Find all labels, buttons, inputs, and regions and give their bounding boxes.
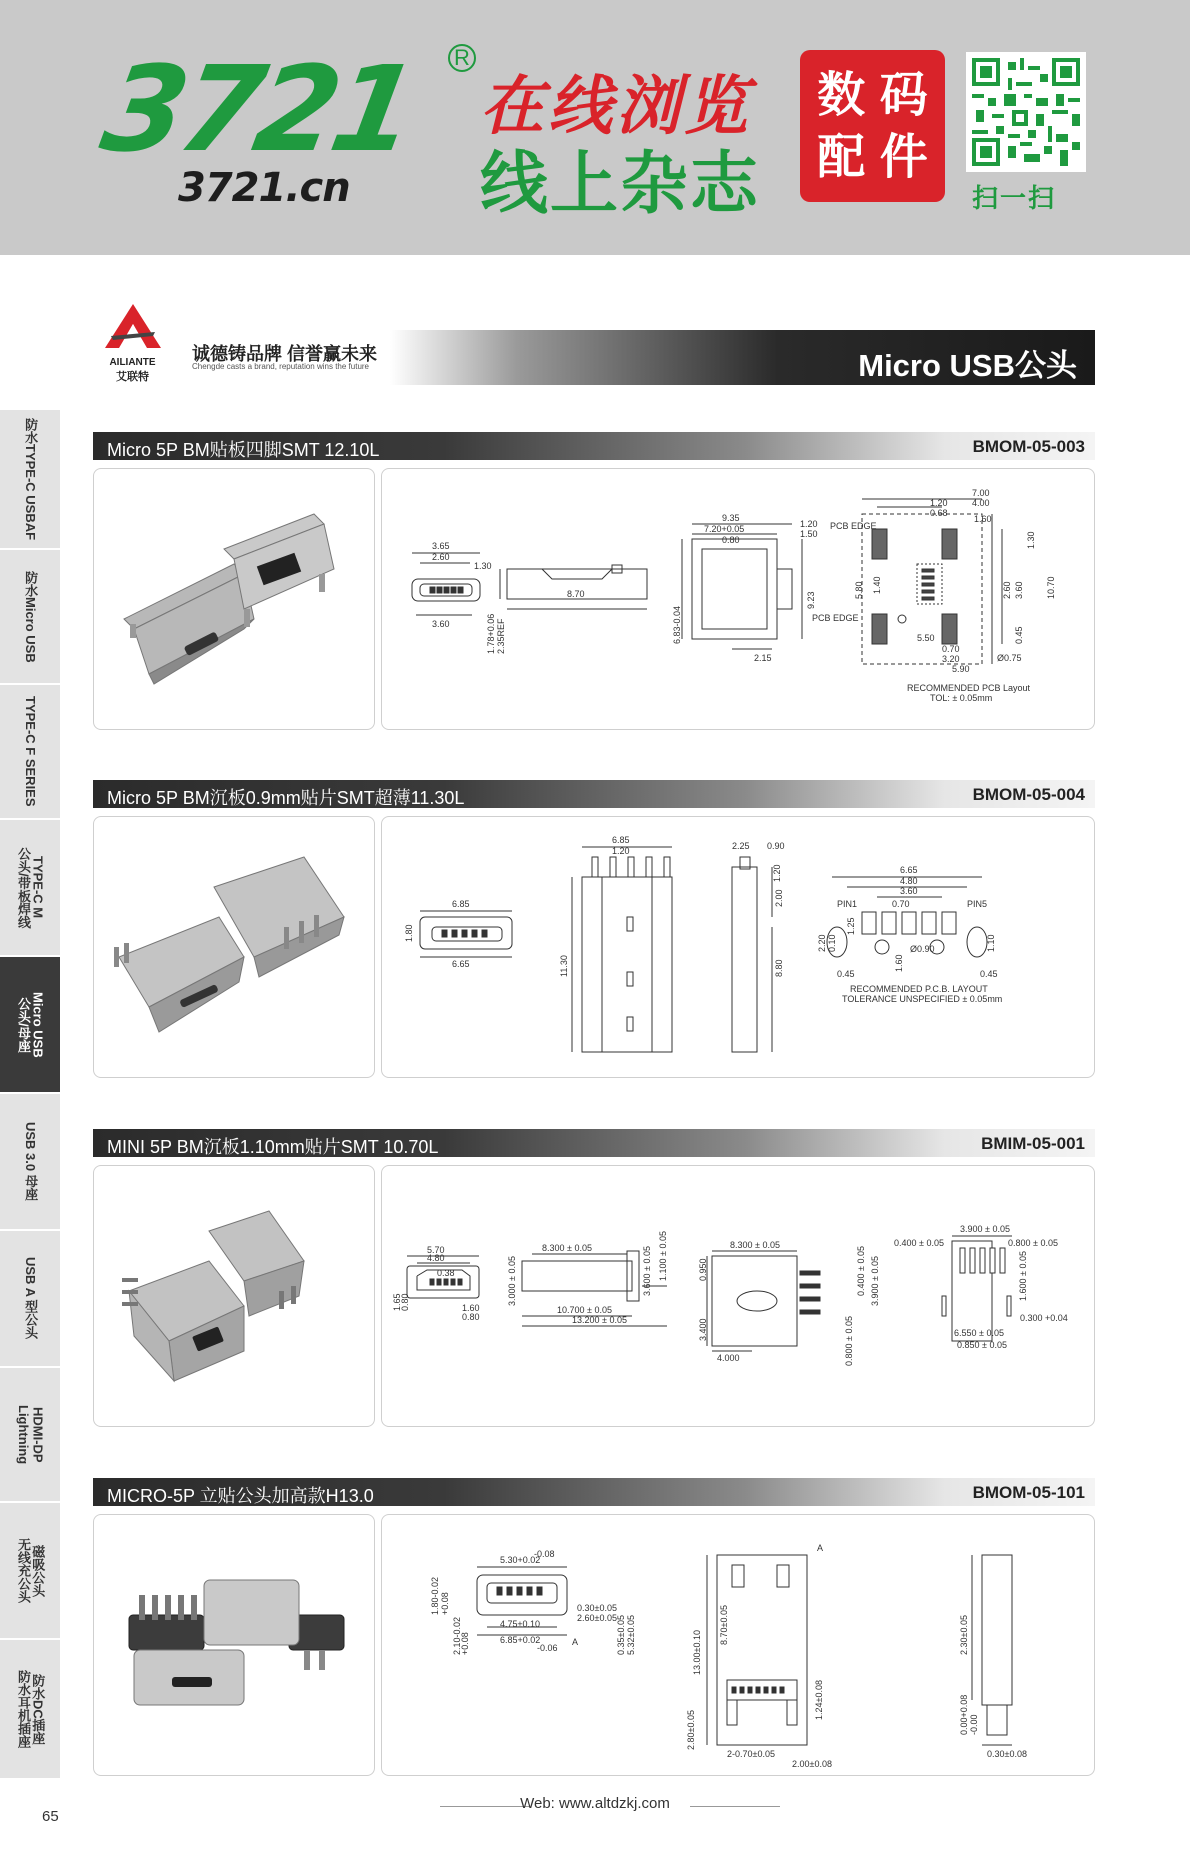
dim-label: 0.400 ± 0.05 — [894, 1238, 944, 1248]
dim-label: 13.00±0.10 — [692, 1630, 702, 1675]
dim-label: +0.08 — [460, 1632, 470, 1655]
product-section — [93, 1129, 1095, 1427]
connector-photo-image — [94, 817, 375, 1078]
dim-label: 3.65 — [432, 541, 450, 551]
side-tab-label: USB 3.0 母座 — [23, 1122, 39, 1201]
section-title: MICRO-5P 立贴公头加高款H13.0 — [107, 1486, 374, 1506]
dim-label: -0.00 — [969, 1714, 979, 1735]
dim-label: 0.68 — [930, 508, 948, 518]
dim-label: 2.60 — [1002, 581, 1012, 599]
dim-label: 0.80 — [462, 1312, 480, 1322]
dim-label: 2.15 — [754, 653, 772, 663]
dim-label: 2.80±0.05 — [686, 1710, 696, 1750]
tolerance-note: TOLERANCE UNSPECIFIED ± 0.05mm — [842, 994, 1003, 1004]
dim-label: 9.35 — [722, 513, 740, 523]
dim-label: 3.20 — [942, 654, 960, 664]
pin-label: PIN1 — [837, 899, 858, 909]
side-tab-usb-a[interactable] — [0, 1231, 60, 1368]
dim-label: Ø0.90 — [910, 944, 935, 954]
side-tab-dc-jack[interactable] — [0, 1640, 60, 1780]
page-number: 65 — [42, 1808, 59, 1825]
dim-label: 3.60 — [432, 619, 450, 629]
dimension-drawing-4 — [382, 1515, 1090, 1776]
banner-slogan-green: 线上杂志 — [480, 145, 761, 224]
qr-code-icon[interactable] — [966, 52, 1086, 172]
dim-label: 1.80 — [404, 924, 414, 942]
dim-label: 0.800 ± 0.05 — [1008, 1238, 1058, 1248]
dim-label: -0.08 — [534, 1549, 555, 1559]
dim-label: 3.600 ± 0.05 — [642, 1246, 652, 1296]
dim-label: 1.50 — [800, 529, 818, 539]
product-code: BMOM-05-101 — [972, 1483, 1085, 1502]
side-tab-label: 防水DC插座 防水耳机插座 — [16, 1670, 46, 1748]
dim-label: 5.70 — [427, 1245, 445, 1255]
dim-label: 0.30±0.08 — [987, 1749, 1027, 1759]
side-tab-label: Micro USB 公头/母座 — [16, 991, 46, 1058]
pcb-edge-label: PCB EDGE — [812, 613, 859, 623]
dim-label: +0.08 — [440, 1592, 450, 1615]
product-section — [93, 432, 1095, 730]
side-tab-hdmi[interactable] — [0, 1368, 60, 1503]
dim-label: 1.80-0.02 — [430, 1576, 440, 1615]
dim-label: 1.30 — [1026, 531, 1036, 549]
product-code: BMOM-05-004 — [972, 785, 1085, 804]
magazine-banner — [0, 0, 1190, 255]
section-marker: A — [817, 1543, 824, 1553]
brand-domain: 3721.cn — [178, 165, 350, 211]
section-title-bar — [93, 432, 1095, 460]
technical-drawing — [381, 1165, 1095, 1427]
side-tab-waterproof-typec[interactable] — [0, 410, 60, 550]
connector-photo-image — [94, 1166, 375, 1427]
dim-label: 0.45 — [1014, 626, 1024, 644]
dim-label: 8.70 — [567, 589, 585, 599]
dim-label: 0.80 — [722, 535, 740, 545]
dim-label: 3.400 — [698, 1318, 708, 1341]
dim-label: 10.700 ± 0.05 — [557, 1305, 612, 1315]
side-tab-waterproof-microusb[interactable] — [0, 550, 60, 685]
technical-drawing — [381, 468, 1095, 730]
dim-label: 0.35±0.05 — [616, 1615, 626, 1655]
side-tab-label: USB A 型公头 — [23, 1257, 39, 1340]
product-code: BMIM-05-001 — [981, 1134, 1085, 1153]
side-tab-label: 防水Micro USB — [23, 570, 39, 663]
connector-photo-image — [94, 1515, 375, 1776]
dim-label: 6.65 — [452, 959, 470, 969]
dim-label: 4.80 — [427, 1253, 445, 1263]
dim-label: 3.60 — [1014, 581, 1024, 599]
dim-label: 6.550 ± 0.05 — [954, 1328, 1004, 1338]
side-tab-label: 磁吸公头 无线充公头 — [16, 1538, 46, 1603]
company-tagline: 诚德铸品牌 信誉赢未来 — [192, 344, 377, 364]
dimension-drawing-3 — [382, 1166, 1090, 1427]
dim-label: 1.65 — [392, 1293, 402, 1311]
dim-label: 1.20 — [772, 864, 782, 882]
dim-label: 5.80 — [854, 581, 864, 599]
dim-label: 0.45 — [980, 969, 998, 979]
dim-label: 1.25 — [846, 917, 856, 935]
dimension-drawing-2 — [382, 817, 1090, 1078]
dim-label: 0.45 — [837, 969, 855, 979]
seal-char: 件 — [879, 129, 928, 185]
dim-label: 4.80 — [900, 876, 918, 886]
category-header-bar — [390, 330, 1095, 385]
dim-label: 4.75±0.10 — [500, 1619, 540, 1629]
dim-label: 0.10 — [827, 934, 837, 952]
dim-label: 7.20+0.05 — [704, 524, 745, 534]
dim-label: 0.800 ± 0.05 — [844, 1316, 854, 1366]
section-title: Micro 5P BM贴板四脚SMT 12.10L — [107, 440, 380, 460]
dim-label: 2.00±0.08 — [792, 1759, 832, 1769]
dim-label: 8.80 — [774, 959, 784, 977]
side-tab-magnetic[interactable] — [0, 1503, 60, 1640]
banner-slogan-red: 在线浏览 — [480, 69, 752, 144]
side-tab-label: TYPE-C F SERIES — [23, 696, 39, 807]
technical-drawing — [381, 816, 1095, 1078]
brand-logo-number: 3721 — [92, 40, 422, 178]
registered-mark: R — [448, 44, 476, 72]
dim-label: 6.83-0.04 — [672, 605, 682, 644]
dim-label: 0.950 — [698, 1258, 708, 1281]
dim-label: 2.25 — [732, 841, 750, 851]
dim-label: 0.80 — [400, 1293, 410, 1311]
technical-drawing — [381, 1514, 1095, 1776]
dim-label: 0.90 — [767, 841, 785, 851]
tolerance-note: TOL: ± 0.05mm — [930, 693, 993, 703]
dim-label: 11.30 — [559, 955, 569, 977]
dim-label: -0.06 — [537, 1643, 558, 1653]
section-title: MINI 5P BM沉板1.10mm贴片SMT 10.70L — [107, 1137, 439, 1157]
dim-label: 9.23 — [806, 591, 816, 609]
dim-label: 0.00+0.08 — [959, 1694, 969, 1735]
dim-label: 6.65 — [900, 865, 918, 875]
category-title: Micro USB公头 — [858, 348, 1077, 383]
dim-label: 5.50 — [917, 633, 935, 643]
qr-code-graphic — [972, 58, 1080, 166]
side-tab-usb30[interactable] — [0, 1094, 60, 1231]
side-tab-label: 防水TYPE-C USBAF — [23, 417, 39, 541]
dim-label: 4.00 — [972, 498, 990, 508]
dim-label: 1.600 ± 0.05 — [1018, 1251, 1028, 1301]
dim-label: 8.300 ± 0.05 — [730, 1240, 780, 1250]
dim-label: 13.200 ± 0.05 — [572, 1315, 627, 1325]
product-photo — [93, 816, 375, 1078]
dim-label: 2.35REF — [496, 618, 506, 654]
section-marker: A — [572, 1637, 579, 1647]
seal-char: 码 — [879, 67, 928, 123]
dim-label: 1.100 ± 0.05 — [658, 1231, 668, 1281]
dim-label: 3.60 — [900, 886, 918, 896]
dim-label: 5.32±0.05 — [626, 1615, 636, 1655]
dim-label: 7.00 — [972, 488, 990, 498]
dim-label: 2.30±0.05 — [959, 1615, 969, 1655]
side-tab-typec-f[interactable] — [0, 685, 60, 820]
dim-label: 3.000 ± 0.05 — [507, 1256, 517, 1306]
dim-label: 1.20 — [612, 846, 630, 856]
logo-text-cn: 艾联特 — [116, 371, 149, 383]
side-tab-label: HDMI-DP Lightning — [16, 1404, 46, 1465]
dim-label: 1.60 — [894, 954, 904, 972]
company-tagline-en: Chengde casts a brand, reputation wins the future — [192, 362, 369, 371]
section-title-bar — [93, 1129, 1095, 1157]
company-logo — [95, 302, 170, 387]
dim-label: 0.38 — [437, 1268, 455, 1278]
dim-label: 0.850 ± 0.05 — [957, 1340, 1007, 1350]
layout-note: RECOMMENDED PCB Layout — [907, 683, 1031, 693]
ailiante-logo-icon — [103, 302, 163, 350]
dim-label: 1.60 — [462, 1303, 480, 1313]
dim-label: 10.70 — [1046, 576, 1056, 599]
dim-label: 8.70±0.05 — [719, 1605, 729, 1645]
product-photo — [93, 468, 375, 730]
dim-label: 2.10-0.02 — [452, 1616, 462, 1655]
category-seal — [800, 50, 945, 202]
dim-label: Ø0.75 — [997, 653, 1022, 663]
section-title: Micro 5P BM沉板0.9mm贴片SMT超薄11.30L — [107, 788, 465, 808]
dim-label: 0.70 — [892, 899, 910, 909]
pcb-edge-label: PCB EDGE — [830, 521, 877, 531]
dim-label: 2.60±0.05 — [577, 1613, 617, 1623]
layout-note: RECOMMENDED P.C.B. LAYOUT — [850, 984, 988, 994]
dim-label: 0.70 — [942, 644, 960, 654]
dim-label: 0.400 ± 0.05 — [856, 1246, 866, 1296]
dim-label: 1.78+0.06 — [486, 613, 496, 654]
dim-label: 3.900 ± 0.05 — [870, 1256, 880, 1306]
product-section — [93, 780, 1095, 1078]
dim-label: 8.300 ± 0.05 — [542, 1243, 592, 1253]
dim-label: 1.60 — [974, 514, 992, 524]
pin-label: PIN5 — [967, 899, 988, 909]
dim-label: 1.40 — [872, 576, 882, 594]
dim-label: 5.30+0.02 — [500, 1555, 541, 1565]
dim-label: 2.00 — [774, 889, 784, 907]
dim-label: 1.10 — [986, 934, 996, 952]
product-code: BMOM-05-003 — [972, 437, 1085, 456]
dim-label: 4.000 — [717, 1353, 740, 1363]
dim-label: 1.24±0.08 — [814, 1680, 824, 1720]
dim-label: 6.85 — [452, 899, 470, 909]
dim-label: 6.85 — [612, 835, 630, 845]
dim-label: 2.20 — [817, 934, 827, 952]
connector-photo-image — [94, 469, 375, 730]
dim-label: 1.20 — [800, 519, 818, 529]
side-tab-typec-m[interactable] — [0, 820, 60, 957]
dim-label: 2-0.70±0.05 — [727, 1749, 775, 1759]
footer-website[interactable]: Web: www.altdzkj.com — [520, 1795, 670, 1812]
dim-label: 6.85+0.02 — [500, 1635, 541, 1645]
section-title-bar — [93, 780, 1095, 808]
seal-char: 数 — [817, 67, 866, 123]
dim-label: 3.900 ± 0.05 — [960, 1224, 1010, 1234]
product-section — [93, 1478, 1095, 1776]
dim-label: 5.90 — [952, 664, 970, 674]
section-title-bar — [93, 1478, 1095, 1506]
side-tab-microusb[interactable] — [0, 957, 60, 1094]
dim-label: 1.30 — [474, 561, 492, 571]
dim-label: 0.30±0.05 — [577, 1603, 617, 1613]
qr-label: 扫一扫 — [972, 183, 1057, 213]
dim-label: 0.300 +0.04 — [1020, 1313, 1068, 1323]
seal-char: 配 — [817, 129, 866, 185]
logo-text-en: AILIANTE — [109, 357, 156, 368]
dim-label: 2.60 — [432, 552, 450, 562]
product-photo — [93, 1165, 375, 1427]
side-tab-label: TYPE-C M 公头/带板焊线 — [16, 846, 46, 929]
product-photo — [93, 1514, 375, 1776]
dim-label: 1.20 — [930, 498, 948, 508]
dimension-drawing-1 — [382, 469, 1090, 730]
